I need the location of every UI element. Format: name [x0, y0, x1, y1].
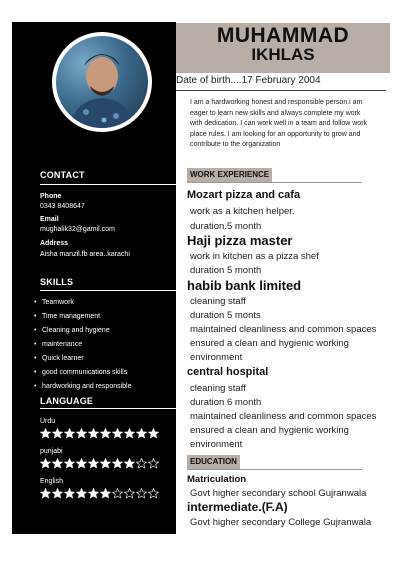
star-filled-icon	[52, 458, 63, 469]
job-detail: ensured a clean and hygienic working	[190, 425, 349, 436]
job-detail: environment	[190, 352, 243, 363]
job-detail: ensured a clean and hygienic working	[190, 338, 349, 349]
language-heading: LANGUAGE	[40, 396, 94, 406]
work-experience-divider	[187, 182, 362, 183]
language-name-punjabi: punjabi	[40, 448, 63, 455]
skills-list	[34, 296, 132, 394]
rating-english	[40, 488, 159, 499]
job-title: central hospital	[187, 366, 269, 378]
star-filled-icon	[52, 428, 63, 439]
star-filled-icon	[148, 428, 159, 439]
job-detail: cleaning staff	[190, 296, 246, 307]
rating-punjabi	[40, 458, 159, 469]
language-name-urdu: Urdu	[40, 418, 56, 425]
star-empty-icon	[148, 458, 159, 469]
star-filled-icon	[76, 428, 87, 439]
job-detail: maintained cleanliness and common spaces	[190, 324, 377, 335]
star-empty-icon	[136, 458, 147, 469]
address-value: Aisha manzil.fb area..karachi	[40, 251, 130, 258]
star-empty-icon	[136, 488, 147, 499]
email-value: mughalik32@gamil.com	[40, 226, 115, 233]
star-filled-icon	[76, 458, 87, 469]
job-detail: work in kitchen as a pizza shef	[190, 251, 319, 262]
skills-divider	[40, 290, 178, 291]
star-filled-icon	[100, 428, 111, 439]
contact-divider	[40, 184, 178, 185]
star-filled-icon	[136, 428, 147, 439]
skill-item: • Teamwork	[34, 296, 132, 310]
job-title: Mozart pizza and cafa	[187, 189, 301, 201]
profile-photo	[56, 36, 148, 128]
star-filled-icon	[40, 488, 51, 499]
star-filled-icon	[40, 428, 51, 439]
star-filled-icon	[100, 488, 111, 499]
email-label: Email	[40, 216, 59, 223]
job-title: Haji pizza master	[187, 233, 293, 248]
skill-item: • Quick learner	[34, 352, 132, 366]
education-title: intermediate.(F.A)	[187, 500, 288, 514]
phone-value: 0343 8408647	[40, 203, 85, 210]
work-experience-heading: WORK EXPERIENCE	[187, 168, 272, 182]
education-detail: Govt higher secondary school Gujranwala	[190, 488, 367, 499]
language-divider	[40, 408, 178, 409]
education-heading: EDUCATION	[187, 455, 240, 469]
skill-item: • Cleaning and hygiene	[34, 324, 132, 338]
about-text: I am a hardworking honest and responsible person.i am eager to learn new skills and always complete my work with dedication. I can work well in a team and follow work place rules. I am looking for an opportunity to grow and contribute to the organization	[190, 99, 368, 148]
job-detail: duration 6 month	[190, 397, 262, 408]
job-title: habib bank limited	[187, 278, 302, 293]
contact-heading: CONTACT	[40, 170, 85, 180]
job-detail: maintained cleanliness and common spaces	[190, 411, 377, 422]
star-filled-icon	[88, 458, 99, 469]
profile-photo-frame	[52, 32, 152, 132]
star-filled-icon	[52, 488, 63, 499]
job-detail: work as a kitchen helper.	[190, 206, 295, 217]
education-title: Matriculation	[187, 474, 247, 485]
name-last: IKHLAS	[251, 45, 315, 64]
date-of-birth: Date of birth....17 February 2004	[176, 75, 321, 86]
star-filled-icon	[88, 428, 99, 439]
star-filled-icon	[88, 488, 99, 499]
skill-item: • good communications skills	[34, 366, 132, 380]
star-empty-icon	[148, 488, 159, 499]
job-detail: environment	[190, 439, 243, 450]
education-divider	[187, 469, 362, 470]
star-empty-icon	[112, 488, 123, 499]
rating-urdu	[40, 428, 159, 439]
education-detail: Govt higher secondary College Gujranwala	[190, 517, 372, 528]
star-filled-icon	[100, 458, 111, 469]
skill-item: • maintenance	[34, 338, 132, 352]
star-filled-icon	[112, 458, 123, 469]
star-filled-icon	[64, 488, 75, 499]
job-detail: cleaning staff	[190, 383, 246, 394]
skill-item: • hardworking and responsible	[34, 380, 132, 394]
job-detail: duration 5 month	[190, 265, 262, 276]
star-filled-icon	[112, 428, 123, 439]
star-filled-icon	[124, 428, 135, 439]
star-empty-icon	[124, 488, 135, 499]
star-filled-icon	[124, 458, 135, 469]
star-filled-icon	[64, 458, 75, 469]
job-detail: duration.5 month	[190, 221, 262, 232]
skill-item: • Time management	[34, 310, 132, 324]
language-name-english: English	[40, 478, 63, 485]
star-filled-icon	[76, 488, 87, 499]
name-first: MUHAMMAD	[216, 24, 350, 47]
skills-heading: SKILLS	[40, 277, 74, 287]
job-detail: duration 5 monts	[190, 310, 261, 321]
star-filled-icon	[40, 458, 51, 469]
star-filled-icon	[64, 428, 75, 439]
header-divider	[176, 90, 386, 91]
phone-label: Phone	[40, 193, 62, 200]
address-label: Address	[40, 240, 69, 247]
